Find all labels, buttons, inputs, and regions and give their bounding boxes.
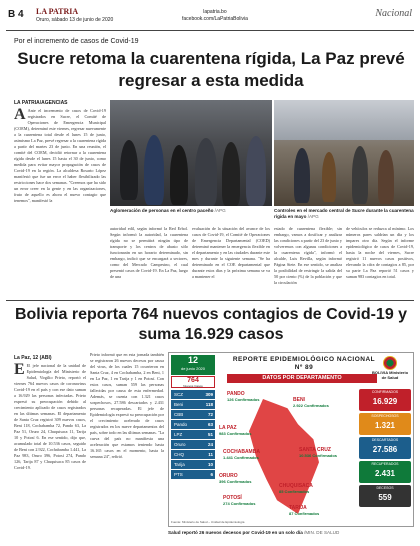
map-label-name: TARIJA: [289, 505, 307, 511]
department-row: [171, 410, 215, 419]
department-value: 51: [207, 432, 213, 437]
stat-label: CONFIRMADOS: [371, 390, 399, 394]
map-label-confirmed: 396 Confirmados: [219, 479, 252, 484]
stat-value: 16.929: [372, 397, 398, 406]
stat-value: 559: [378, 493, 392, 502]
report-banner: DATOS POR DEPARTAMENTO: [227, 374, 377, 383]
section-name: Nacional: [375, 8, 412, 19]
stat-box: [359, 437, 411, 459]
department-value: 10: [207, 462, 213, 467]
map-label-confirmed: 1.441 Confirmados: [223, 455, 259, 460]
stat-value: 27.586: [372, 445, 398, 454]
map-label: [219, 425, 251, 437]
stat-label: SOSPECHOSOS: [371, 414, 399, 418]
map-label-confirmed: 10.536 Confirmados: [299, 453, 338, 458]
map-label-confirmed: 85 Confirmados: [279, 489, 310, 494]
facebook-link[interactable]: facebook.com/LaPatriaBolivia: [182, 16, 248, 22]
department-value: 24: [207, 442, 213, 447]
photo-crowd: [110, 100, 272, 206]
map-label-confirmed: 983 Confirmados: [219, 431, 252, 436]
story2-column-1: [14, 363, 86, 541]
map-label-name: POTOSÍ: [223, 495, 242, 501]
department-name: Pando: [174, 422, 188, 427]
department-row: [171, 420, 215, 429]
department-row: [171, 390, 215, 399]
story1-column-3: evaluación de la situación del avance de los casos de Covid-19, el Comité de Operaciones de Emergencia Departamental (COED) determinó mantener la emergencia flexible en el departamento y en las ciudades durante este mes y durante la siguiente semana. "Se ha determinado en el COE departamental que durante estos días y la próxima semana se va a mantener el: [192, 226, 270, 279]
stat-value: 1.321: [374, 421, 396, 430]
department-list: [171, 390, 215, 480]
stat-box: [359, 389, 411, 411]
department-name: Beni: [174, 402, 184, 407]
map-label: [289, 505, 319, 517]
map-label-name: PANDO: [227, 391, 245, 397]
stat-value: 2.431: [374, 469, 396, 478]
department-row: [171, 450, 215, 459]
map-label: [219, 473, 251, 485]
bolivia-crest-icon: [383, 356, 397, 370]
map-label-name: SANTA CRUZ: [299, 447, 331, 453]
map-label-confirmed: 126 Confirmados: [227, 397, 260, 402]
map-label-name: COCHABAMBA: [223, 449, 260, 455]
bolivia-map: [219, 387, 359, 522]
map-label-confirmed: 2.922 Confirmados: [293, 403, 329, 408]
stat-label: DECESOS: [376, 486, 394, 490]
department-value: 309: [205, 392, 213, 397]
department-value: 118: [205, 402, 213, 407]
map-label-confirmed: 274 Confirmados: [223, 501, 256, 506]
story1-col1-text: Ante el incremento de casos de Covid-19 registrados en Sucre, el Comité de Operaciones de Emergencia Municipal (COEM), determinó este viernes, regresar nuevamente a la cuarentena total desde el lunes 15 de junio, asimismo La Paz, prevé regresar a la cuarentena rígida a partir del martes 23 de junio. En una reunión, el comité del COEM, decidió retornar a la cuarentena rígida desde el lunes 15 hasta el 30 de junio, como medida para evitar mayor propagación de casos de Covid-19 en la región. La alcaldesa Rosario López manifestó que fue un error el haber flexibilizado las restricciones hace dos semanas. "Creemos que ha sido un error creer en la gente y en las organizaciones, fruto de aquello es ahora el nuevo contagio que tenemos", manifestó la: [14, 108, 106, 203]
map-label: [293, 397, 329, 409]
report-title: REPORTE EPIDEMIOLÓGICO NACIONAL Nº 89: [232, 356, 376, 371]
story2-headline: Bolivia reporta 764 nuevos contagios de Covid-19 y suma 16.929 casos: [14, 306, 408, 343]
story2-col1-text: El jefe nacional de la unidad de Epidemiología del Ministerio de Salud, Virgilio Prieto, reportó el viernes 764 nuevos casos de coronavirus Covid-19 en el país y con ese dato suman a 16.929 las personas infectadas. Prieto expresó su preocupación debido al crecimiento aplicado de casos registrados en las últimas semanas. El departamento de Santa Cruz registró 309 nuevos casos, Beni 118, Cochabamba 72, Pando 63, La Paz 51, Oruro 24, Chuquisaca 11, Tarija 10 y Potosí 6. En ese sentido, dijo que, acumulado total de 10.536 casos, seguido de Beni con 2.922, Cochabamba 1.441, La Paz 983, Oruro 396, Potosí 274, Pando 126, Tarija 87 y Chuquisaca 85 casos de Covid-19.: [14, 363, 86, 470]
map-label-confirmed: 87 Confirmados: [289, 511, 320, 516]
map-label: [223, 449, 260, 461]
department-value: 11: [208, 452, 213, 457]
department-row: [171, 400, 215, 409]
department-value: 6: [210, 472, 213, 477]
department-row: [171, 430, 215, 439]
map-label-name: CHUQUISACA: [279, 483, 313, 489]
department-name: Tarija: [174, 462, 185, 467]
department-row: [171, 470, 215, 479]
dropcap: E: [14, 363, 25, 378]
department-row: [171, 460, 215, 469]
story1-headline: Sucre retoma la cuarentena rígida, La Paz prevé regresar a esta medida: [17, 49, 405, 90]
new-cases-box: 764 Nuevos Casos: [171, 376, 215, 388]
department-name: PTS: [174, 472, 183, 477]
stat-label: RECUPERADOS: [371, 462, 399, 466]
map-label: [223, 495, 255, 507]
story1-column-1: [14, 108, 106, 298]
map-label: [227, 391, 259, 403]
story2-byline: La Paz, 12 (ABI): [14, 355, 52, 361]
stat-box: [359, 461, 411, 483]
dropcap: A: [14, 108, 26, 123]
department-value: 72: [207, 412, 213, 417]
department-name: LPZ: [174, 432, 183, 437]
infographic-caption: Salud reportó 26 nuevos decesos por Covid-19 en un solo día /MIN. DE SALUD: [168, 530, 340, 535]
photo1-caption: Aglomeración de personas en el centro paceño /APG: [110, 208, 226, 213]
newspaper-name: LA PATRIA: [36, 7, 79, 16]
department-name: CBB: [174, 412, 184, 417]
department-name: Oruro: [174, 442, 186, 447]
department-name: CHQ: [174, 452, 184, 457]
department-row: [171, 440, 215, 449]
page-number: B 4: [8, 9, 24, 20]
map-label-name: ORURO: [219, 473, 238, 479]
website-link[interactable]: lapatria.bo: [203, 9, 227, 15]
map-label: [279, 483, 313, 495]
photo2-caption: Controles en el mercado central de Sucre durante la cuarentena rígida en mayo /APG: [274, 208, 414, 219]
epidemiological-report: [168, 352, 414, 527]
stats-panel: [359, 389, 411, 509]
report-date: 12 de junio 2020: [171, 355, 215, 375]
section-divider: [6, 300, 414, 301]
social-links: [182, 9, 248, 23]
stat-label: DESCARTADOS: [371, 438, 399, 442]
story1-byline: LA PATRIA/AGENCIAS: [14, 100, 68, 106]
map-label: [299, 447, 337, 459]
department-name: SCZ: [174, 392, 183, 397]
stat-box: [359, 485, 411, 507]
ministry-logo: BOLIVIA Ministerio de Salud: [370, 356, 410, 384]
map-label-name: BENI: [293, 397, 305, 403]
story1-column-4: estado de cuarentena flexible; sin embargo, vamos a dosificar y analizar las condiciones a partir del 23 de junio y volveremos con algunas condiciones a la cuarentena rígida", informó el alcalde, Luis Revilla, según informó Página Siete. En ese sentido, se analiza la posibilidad de restringir la salida del 50 por ciento (%) de la población y que la circulación: [274, 226, 342, 285]
map-label-name: LA PAZ: [219, 425, 237, 431]
photo-market: [274, 100, 414, 206]
report-footnote: Fuente: Ministerio de Salud – Unidad de Epidemiología: [171, 520, 245, 524]
story2-column-2: Prieto informó que en esta jornada también se registraron 26 nuevos decesos por causa del virus, de los cuales 15 ocurrieron en Santa Cruz, 4 en Cochabamba, 2 en Beni, 1 en La Paz, 1 en Tarija y 1 en Potosí. Con estos casos, suman 559 las personas fallecidas por causa de esta enfermedad. Además, se cuenta con 1.321 casos sospechosos, 27.586 descartados y 2.431 personas recuperadas. El jefe de Epidemiología expresó su preocupación por el crecimiento acelerado de casos registrados en los nueve departamentos del país, sobre todo en las últimas semanas. "La curva del país no manifiesta una aceleración que estamos teniendo hasta 16.165 casos en el momento, hasta la semana 24", refirió.: [90, 352, 164, 459]
stat-box: [359, 413, 411, 435]
story1-column-5: de vehículos se reduzca al mínimo. Los números pares saldrían un día y los impares otro día. Según el informe epidemiológico de casos de Covid-19, hasta la noche del viernes, Sucre registró 11 nuevos casos positivos, elevando la cifra de contagios a 85, por su parte La Paz reportó 51 casos y suman 983 contagios en total.: [346, 226, 414, 279]
issue-date: Oruro, sábado 13 de junio de 2020: [36, 17, 114, 23]
page-header: [6, 3, 414, 31]
story1-kicker: Por el incremento de casos de Covid-19: [14, 38, 139, 45]
story1-column-2: autoridad edil, según informó la Red Erbol. Según informó la autoridad, la cuarentena rígida no se permitirá ningún tipo de transporte y los centros de abasto sólo funcionarán en un horario determinado, sin embargo, indicó que se encargará a sectores, como del Mercado Campesino, el cual presentó casos de Covid-19. En La Paz, luego de una: [110, 226, 188, 279]
department-value: 63: [207, 422, 213, 427]
